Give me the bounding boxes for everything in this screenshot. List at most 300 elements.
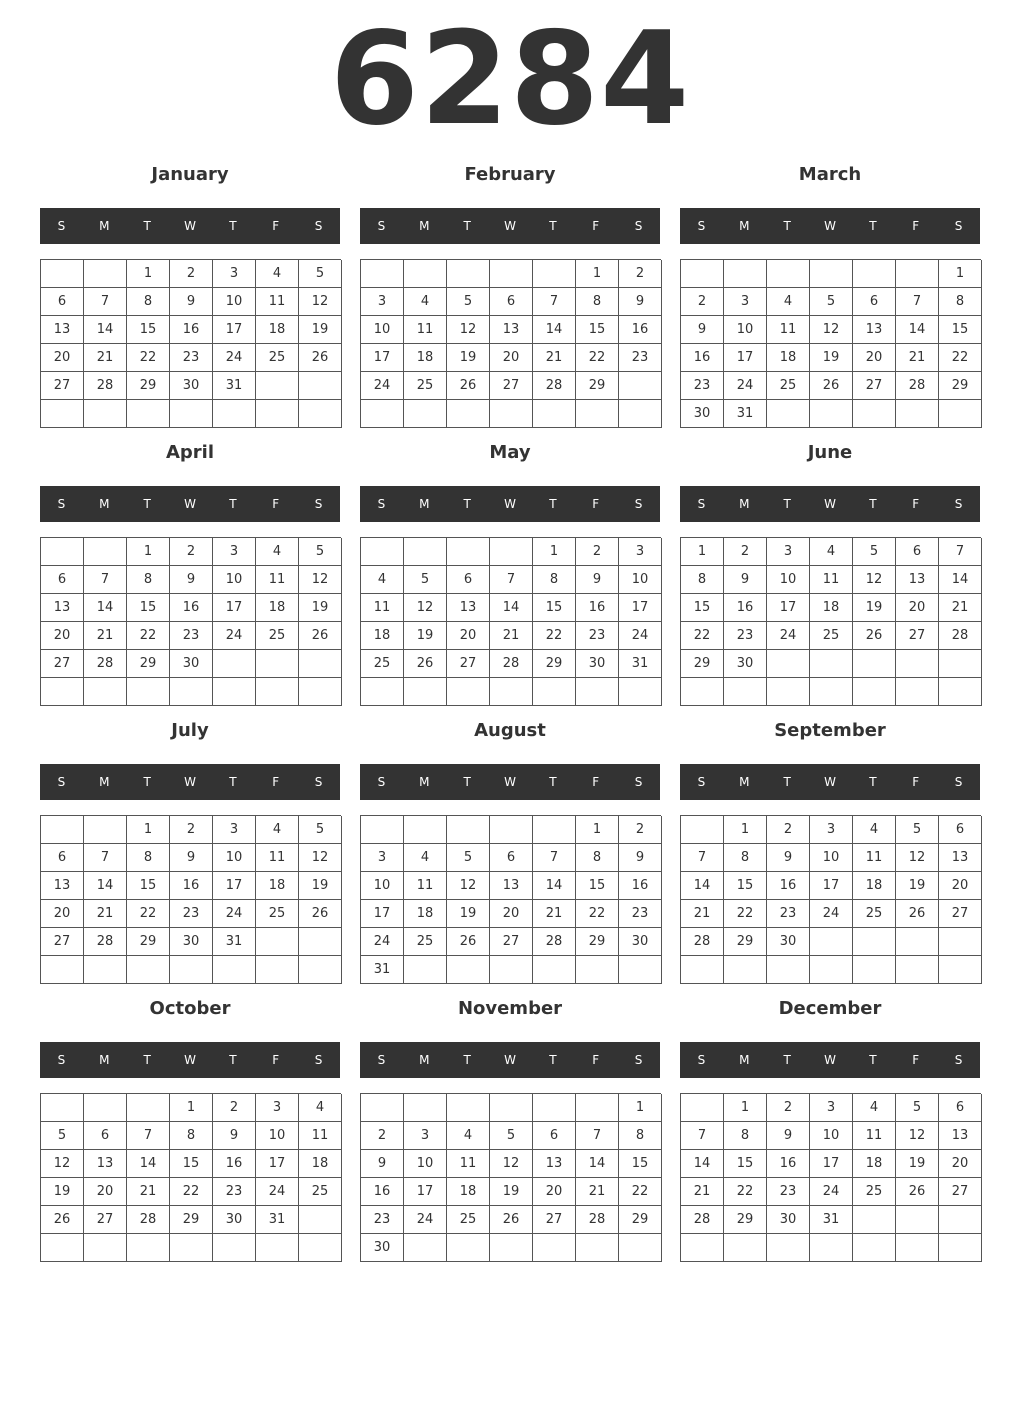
day-cell: 18	[767, 344, 810, 372]
day-cell: 17	[767, 594, 810, 622]
day-cell: 6	[447, 566, 490, 594]
day-cell: 12	[896, 844, 939, 872]
day-cell: 22	[619, 1178, 662, 1206]
day-cell: 1	[170, 1094, 213, 1122]
day-cell: 27	[41, 928, 84, 956]
day-cell: 28	[681, 928, 724, 956]
day-cell: 1	[681, 538, 724, 566]
empty-day-cell	[299, 678, 342, 706]
day-cell: 20	[41, 344, 84, 372]
weekday-label: T	[229, 1053, 237, 1067]
day-cell: 25	[256, 344, 299, 372]
day-cell: 21	[533, 900, 576, 928]
day-cell: 26	[447, 928, 490, 956]
day-cell: 20	[896, 594, 939, 622]
empty-day-cell	[533, 956, 576, 984]
empty-day-cell	[767, 678, 810, 706]
day-cell: 7	[896, 288, 939, 316]
day-cell: 15	[533, 594, 576, 622]
day-cell: 26	[299, 344, 342, 372]
day-grid	[360, 259, 661, 428]
day-cell: 11	[404, 872, 447, 900]
day-cell: 24	[767, 622, 810, 650]
empty-day-cell	[619, 1234, 662, 1262]
day-cell: 21	[127, 1178, 170, 1206]
day-cell: 7	[84, 844, 127, 872]
day-cell: 11	[256, 844, 299, 872]
day-cell: 13	[41, 594, 84, 622]
day-cell: 29	[939, 372, 982, 400]
day-cell: 26	[853, 622, 896, 650]
day-cell: 17	[810, 1150, 853, 1178]
day-cell: 10	[361, 316, 404, 344]
empty-day-cell	[853, 260, 896, 288]
day-cell: 9	[619, 844, 662, 872]
day-cell: 1	[724, 816, 767, 844]
day-cell: 15	[170, 1150, 213, 1178]
weekday-label: T	[143, 775, 151, 789]
weekday-label: S	[634, 219, 643, 233]
day-cell: 2	[170, 260, 213, 288]
day-cell: 9	[576, 566, 619, 594]
weekday-header	[360, 764, 660, 800]
weekday-label: S	[57, 497, 66, 511]
empty-day-cell	[84, 816, 127, 844]
day-cell: 28	[84, 372, 127, 400]
day-cell: 1	[724, 1094, 767, 1122]
weekday-label: F	[912, 1053, 920, 1067]
empty-day-cell	[84, 1094, 127, 1122]
day-cell: 26	[404, 650, 447, 678]
day-cell: 21	[84, 622, 127, 650]
empty-day-cell	[447, 816, 490, 844]
empty-day-cell	[853, 1206, 896, 1234]
weekday-label: F	[272, 1053, 280, 1067]
weekday-label: S	[697, 775, 706, 789]
empty-day-cell	[619, 678, 662, 706]
day-cell: 29	[724, 1206, 767, 1234]
empty-day-cell	[404, 1234, 447, 1262]
day-cell: 23	[619, 900, 662, 928]
day-cell: 26	[41, 1206, 84, 1234]
weekday-label: S	[697, 1053, 706, 1067]
weekday-label: M	[99, 1053, 110, 1067]
month-title: August	[474, 720, 546, 741]
weekday-label: M	[99, 775, 110, 789]
weekday-label: S	[314, 497, 323, 511]
empty-day-cell	[299, 1206, 342, 1234]
weekday-label: M	[99, 497, 110, 511]
empty-day-cell	[404, 956, 447, 984]
day-cell: 29	[576, 372, 619, 400]
day-cell: 21	[681, 900, 724, 928]
empty-day-cell	[681, 260, 724, 288]
day-cell: 2	[619, 260, 662, 288]
day-cell: 11	[404, 316, 447, 344]
day-cell: 27	[41, 650, 84, 678]
weekday-header	[40, 486, 340, 522]
day-cell: 23	[724, 622, 767, 650]
day-cell: 15	[127, 594, 170, 622]
day-cell: 15	[681, 594, 724, 622]
day-cell: 13	[84, 1150, 127, 1178]
weekday-label: W	[184, 497, 196, 511]
day-cell: 21	[576, 1178, 619, 1206]
day-cell: 7	[533, 288, 576, 316]
day-cell: 1	[127, 816, 170, 844]
empty-day-cell	[404, 260, 447, 288]
day-cell: 28	[490, 650, 533, 678]
day-cell: 23	[767, 1178, 810, 1206]
empty-day-cell	[299, 1234, 342, 1262]
empty-day-cell	[170, 678, 213, 706]
weekday-label: M	[99, 219, 110, 233]
day-cell: 12	[810, 316, 853, 344]
weekday-label: S	[954, 775, 963, 789]
day-cell: 10	[256, 1122, 299, 1150]
day-cell: 4	[767, 288, 810, 316]
day-grid	[360, 537, 661, 706]
month-title: April	[165, 442, 215, 463]
day-cell: 26	[299, 622, 342, 650]
empty-day-cell	[127, 400, 170, 428]
empty-day-cell	[810, 260, 853, 288]
day-cell: 24	[619, 622, 662, 650]
empty-day-cell	[810, 678, 853, 706]
weekday-label: S	[57, 775, 66, 789]
empty-day-cell	[853, 956, 896, 984]
day-cell: 14	[896, 316, 939, 344]
day-cell: 12	[299, 844, 342, 872]
empty-day-cell	[619, 372, 662, 400]
empty-day-cell	[447, 956, 490, 984]
day-cell: 23	[170, 900, 213, 928]
day-cell: 3	[724, 288, 767, 316]
day-cell: 15	[939, 316, 982, 344]
day-cell: 27	[896, 622, 939, 650]
day-cell: 18	[853, 1150, 896, 1178]
empty-day-cell	[576, 1094, 619, 1122]
empty-day-cell	[896, 1234, 939, 1262]
day-cell: 29	[724, 928, 767, 956]
empty-day-cell	[533, 260, 576, 288]
empty-day-cell	[447, 1094, 490, 1122]
day-cell: 28	[896, 372, 939, 400]
day-cell: 22	[724, 1178, 767, 1206]
empty-day-cell	[299, 956, 342, 984]
day-cell: 21	[896, 344, 939, 372]
day-cell: 17	[619, 594, 662, 622]
day-cell: 19	[490, 1178, 533, 1206]
day-cell: 10	[810, 844, 853, 872]
weekday-label: T	[229, 219, 237, 233]
weekday-label: W	[184, 1053, 196, 1067]
day-cell: 28	[127, 1206, 170, 1234]
day-cell: 3	[213, 816, 256, 844]
day-cell: 16	[361, 1178, 404, 1206]
day-cell: 31	[256, 1206, 299, 1234]
day-cell: 30	[170, 372, 213, 400]
empty-day-cell	[170, 1234, 213, 1262]
weekday-label: F	[912, 219, 920, 233]
day-cell: 15	[619, 1150, 662, 1178]
day-cell: 26	[299, 900, 342, 928]
day-cell: 17	[213, 594, 256, 622]
empty-day-cell	[724, 956, 767, 984]
weekday-label: F	[592, 1053, 600, 1067]
weekday-label: S	[314, 775, 323, 789]
day-cell: 12	[299, 566, 342, 594]
day-cell: 14	[490, 594, 533, 622]
day-cell: 16	[170, 594, 213, 622]
day-cell: 31	[361, 956, 404, 984]
empty-day-cell	[939, 678, 982, 706]
empty-day-cell	[299, 650, 342, 678]
day-cell: 9	[619, 288, 662, 316]
day-grid	[680, 537, 981, 706]
empty-day-cell	[619, 956, 662, 984]
day-cell: 8	[576, 844, 619, 872]
day-cell: 17	[404, 1178, 447, 1206]
day-cell: 22	[681, 622, 724, 650]
weekday-label: S	[377, 1053, 386, 1067]
day-cell: 7	[490, 566, 533, 594]
day-cell: 22	[170, 1178, 213, 1206]
day-cell: 20	[41, 622, 84, 650]
day-cell: 12	[447, 872, 490, 900]
day-cell: 21	[490, 622, 533, 650]
empty-day-cell	[939, 956, 982, 984]
empty-day-cell	[447, 260, 490, 288]
day-cell: 26	[896, 900, 939, 928]
day-cell: 1	[127, 538, 170, 566]
day-cell: 11	[447, 1150, 490, 1178]
day-cell: 8	[724, 844, 767, 872]
day-cell: 4	[299, 1094, 342, 1122]
day-cell: 7	[681, 1122, 724, 1150]
empty-day-cell	[84, 260, 127, 288]
day-cell: 18	[256, 872, 299, 900]
weekday-label: M	[419, 1053, 430, 1067]
day-cell: 22	[576, 900, 619, 928]
day-cell: 13	[853, 316, 896, 344]
day-cell: 19	[299, 872, 342, 900]
day-cell: 7	[939, 538, 982, 566]
day-cell: 24	[361, 372, 404, 400]
empty-day-cell	[810, 956, 853, 984]
weekday-label: S	[377, 497, 386, 511]
month-title: January	[151, 164, 229, 185]
weekday-label: F	[272, 497, 280, 511]
empty-day-cell	[853, 650, 896, 678]
day-cell: 5	[896, 1094, 939, 1122]
day-grid	[680, 1093, 981, 1262]
day-cell: 20	[41, 900, 84, 928]
day-cell: 13	[447, 594, 490, 622]
weekday-label: S	[57, 219, 66, 233]
day-cell: 16	[213, 1150, 256, 1178]
empty-day-cell	[576, 678, 619, 706]
day-cell: 6	[896, 538, 939, 566]
day-cell: 14	[681, 872, 724, 900]
empty-day-cell	[447, 1234, 490, 1262]
day-cell: 30	[170, 650, 213, 678]
day-cell: 18	[447, 1178, 490, 1206]
day-cell: 23	[767, 900, 810, 928]
empty-day-cell	[490, 678, 533, 706]
empty-day-cell	[853, 400, 896, 428]
empty-day-cell	[447, 678, 490, 706]
day-cell: 4	[810, 538, 853, 566]
day-cell: 19	[299, 594, 342, 622]
day-cell: 20	[939, 1150, 982, 1178]
day-cell: 24	[810, 1178, 853, 1206]
day-cell: 9	[724, 566, 767, 594]
weekday-label: S	[314, 219, 323, 233]
weekday-label: F	[912, 497, 920, 511]
day-cell: 2	[170, 538, 213, 566]
day-cell: 24	[810, 900, 853, 928]
day-cell: 29	[533, 650, 576, 678]
day-cell: 11	[299, 1122, 342, 1150]
weekday-label: T	[143, 497, 151, 511]
day-cell: 27	[939, 900, 982, 928]
empty-day-cell	[810, 928, 853, 956]
day-cell: 22	[127, 344, 170, 372]
empty-day-cell	[533, 1234, 576, 1262]
day-cell: 16	[681, 344, 724, 372]
day-cell: 6	[41, 288, 84, 316]
empty-day-cell	[767, 956, 810, 984]
day-cell: 1	[533, 538, 576, 566]
day-cell: 27	[533, 1206, 576, 1234]
day-cell: 12	[404, 594, 447, 622]
day-cell: 6	[41, 566, 84, 594]
day-cell: 12	[490, 1150, 533, 1178]
empty-day-cell	[490, 1234, 533, 1262]
empty-day-cell	[447, 400, 490, 428]
weekday-header	[680, 1042, 980, 1078]
day-cell: 7	[576, 1122, 619, 1150]
empty-day-cell	[213, 678, 256, 706]
empty-day-cell	[767, 260, 810, 288]
day-cell: 6	[490, 844, 533, 872]
day-cell: 25	[299, 1178, 342, 1206]
empty-day-cell	[256, 1234, 299, 1262]
weekday-label: T	[783, 1053, 791, 1067]
empty-day-cell	[533, 400, 576, 428]
day-cell: 4	[404, 844, 447, 872]
day-cell: 23	[576, 622, 619, 650]
weekday-header	[680, 764, 980, 800]
day-cell: 10	[404, 1150, 447, 1178]
weekday-label: F	[592, 497, 600, 511]
day-cell: 4	[853, 816, 896, 844]
day-cell: 11	[810, 566, 853, 594]
empty-day-cell	[724, 260, 767, 288]
day-cell: 25	[810, 622, 853, 650]
empty-day-cell	[84, 400, 127, 428]
day-cell: 14	[939, 566, 982, 594]
day-cell: 30	[724, 650, 767, 678]
day-cell: 28	[84, 928, 127, 956]
weekday-label: T	[229, 775, 237, 789]
empty-day-cell	[939, 650, 982, 678]
day-cell: 13	[939, 1122, 982, 1150]
day-cell: 4	[853, 1094, 896, 1122]
weekday-label: S	[634, 775, 643, 789]
day-cell: 9	[213, 1122, 256, 1150]
day-cell: 2	[767, 816, 810, 844]
day-cell: 5	[404, 566, 447, 594]
day-cell: 22	[576, 344, 619, 372]
day-cell: 8	[533, 566, 576, 594]
empty-day-cell	[213, 650, 256, 678]
day-cell: 11	[853, 844, 896, 872]
weekday-label: W	[824, 775, 836, 789]
weekday-label: M	[739, 775, 750, 789]
day-cell: 14	[84, 594, 127, 622]
day-cell: 2	[619, 816, 662, 844]
empty-day-cell	[84, 956, 127, 984]
day-cell: 28	[533, 372, 576, 400]
day-cell: 30	[170, 928, 213, 956]
empty-day-cell	[41, 260, 84, 288]
day-cell: 23	[213, 1178, 256, 1206]
day-cell: 4	[447, 1122, 490, 1150]
day-cell: 30	[767, 1206, 810, 1234]
empty-day-cell	[361, 538, 404, 566]
empty-day-cell	[681, 956, 724, 984]
day-cell: 20	[939, 872, 982, 900]
day-cell: 27	[853, 372, 896, 400]
empty-day-cell	[447, 538, 490, 566]
weekday-label: M	[739, 219, 750, 233]
day-cell: 11	[853, 1122, 896, 1150]
weekday-label: T	[549, 219, 557, 233]
day-cell: 10	[361, 872, 404, 900]
day-cell: 17	[213, 872, 256, 900]
day-cell: 9	[361, 1150, 404, 1178]
day-cell: 16	[724, 594, 767, 622]
day-cell: 27	[84, 1206, 127, 1234]
day-cell: 27	[447, 650, 490, 678]
weekday-label: M	[419, 775, 430, 789]
day-cell: 15	[724, 872, 767, 900]
day-cell: 30	[767, 928, 810, 956]
empty-day-cell	[299, 372, 342, 400]
empty-day-cell	[404, 678, 447, 706]
day-cell: 14	[84, 872, 127, 900]
day-cell: 9	[767, 1122, 810, 1150]
month-title: February	[464, 164, 556, 185]
weekday-label: S	[697, 497, 706, 511]
day-cell: 14	[84, 316, 127, 344]
empty-day-cell	[361, 678, 404, 706]
empty-day-cell	[576, 956, 619, 984]
day-grid	[360, 815, 661, 984]
weekday-header	[40, 1042, 340, 1078]
day-cell: 12	[447, 316, 490, 344]
empty-day-cell	[939, 928, 982, 956]
day-cell: 16	[619, 316, 662, 344]
weekday-label: T	[463, 1053, 471, 1067]
day-cell: 25	[447, 1206, 490, 1234]
day-cell: 17	[256, 1150, 299, 1178]
day-cell: 8	[127, 566, 170, 594]
day-cell: 25	[404, 372, 447, 400]
day-cell: 4	[404, 288, 447, 316]
